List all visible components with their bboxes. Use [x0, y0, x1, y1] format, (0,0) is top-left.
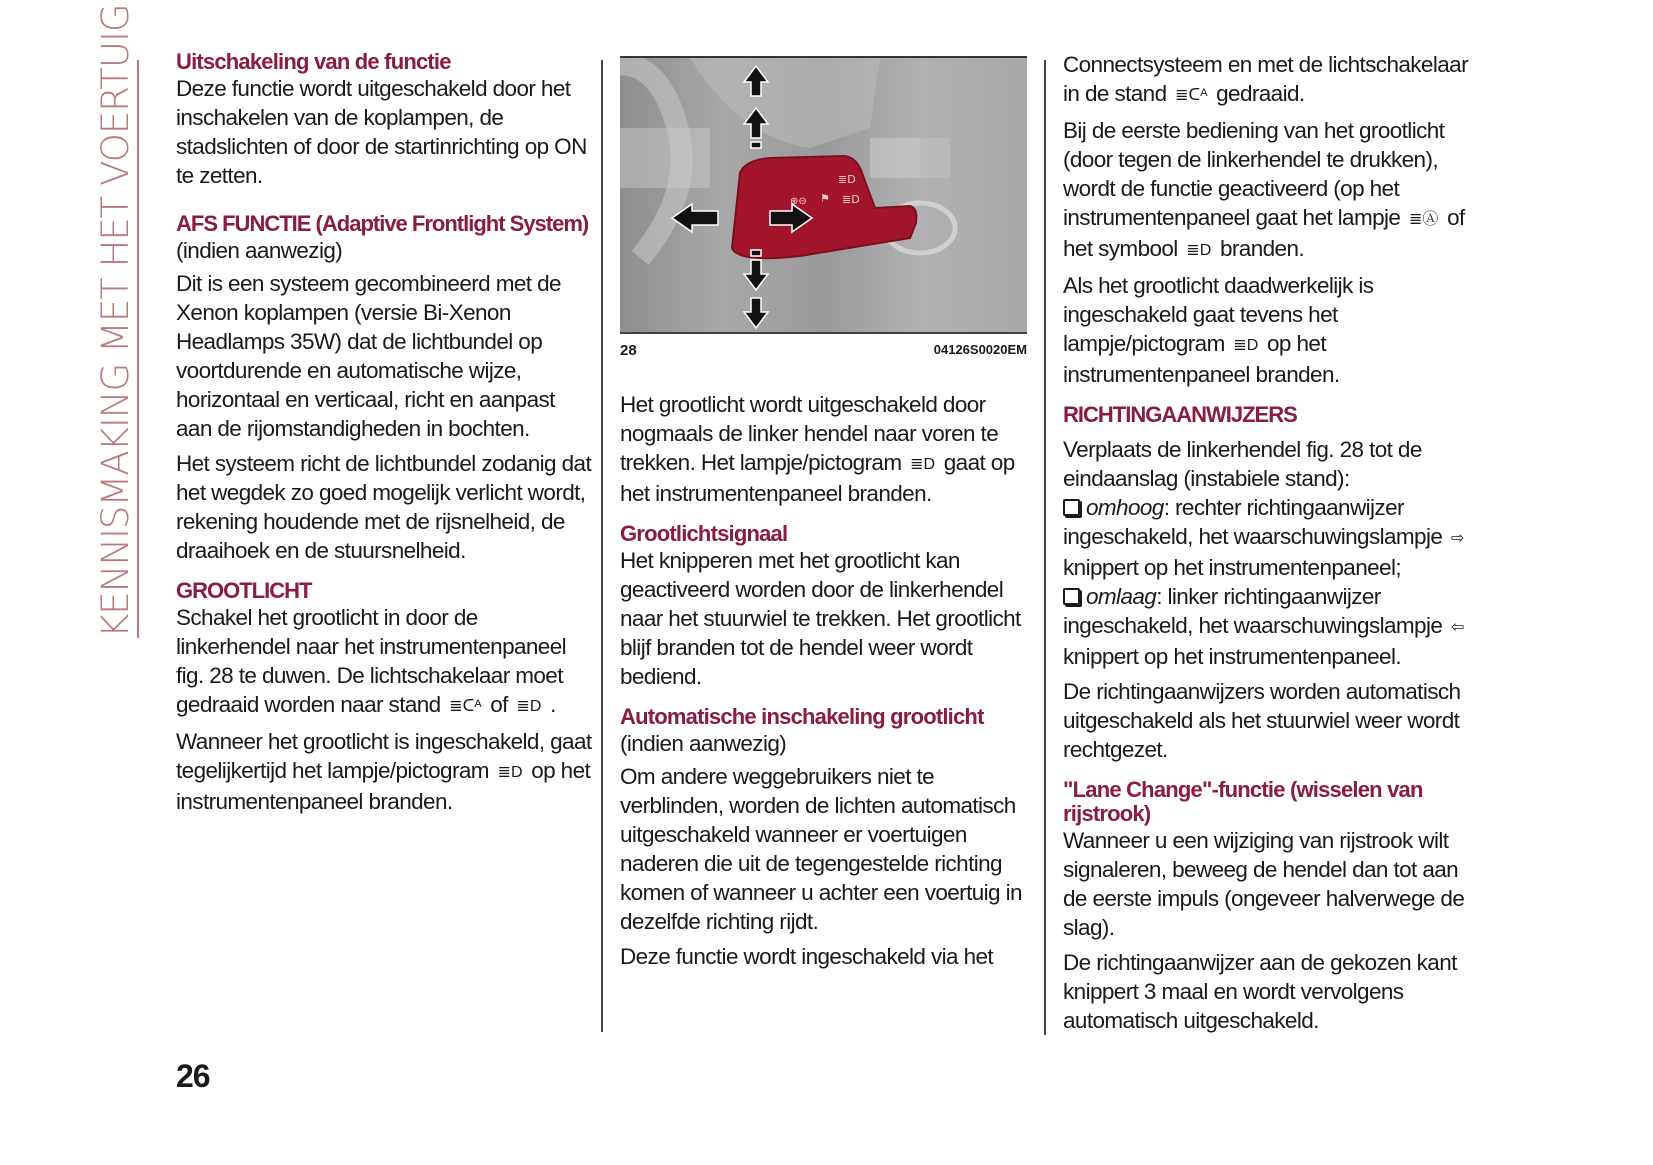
column-divider: [1044, 60, 1046, 1035]
auto-high-beam-symbol-icon: ≣D: [1186, 242, 1212, 259]
bullet-item-omlaag: omlaag: linker richtingaanwijzer ingeschakeld, het waarschuwingslampje ⇦ knippert op het instrumentenpaneel.: [1063, 582, 1483, 671]
column-1: [176, 50, 596, 822]
paragraph: Het systeem richt de lichtbundel zodanig dat het wegdek zo goed mogelijk verlicht wordt, rekening houdende met de rijsnelheid, de draaihoek en de stuursnelheid.: [176, 451, 592, 563]
heading-lane-change: "Lane Change"-functie (wisselen van rijstrook): [1063, 777, 1423, 826]
bullet-square-icon: [1063, 499, 1080, 516]
paragraph: De richtingaanwijzers worden automatisch uitgeschakeld als het stuurwiel weer wordt rechtgezet.: [1063, 679, 1461, 762]
paragraph: Wanneer u een wijziging van rijstrook wilt signaleren, beweeg de hendel dan tot aan de eerste impuls (ongeveer halverwege de slag).: [1063, 828, 1465, 940]
paragraph: Connectsysteem en met de lichtschakelaar in de stand ≣ᑕᴬ gedraaid.: [1063, 50, 1483, 110]
figure-number: 28: [620, 342, 637, 359]
paragraph: Verplaats de linkerhendel fig. 28 tot de eindaanslag (instabiele stand):: [1063, 437, 1422, 491]
auto-light-icon: ≣ᑕᴬ: [449, 698, 482, 715]
high-beam-icon: ≣D: [497, 764, 523, 781]
heading-afs: AFS FUNCTIE (Adaptive Frontlight System): [176, 211, 589, 236]
lever-illustration: [620, 58, 1027, 332]
bullet-item-omhoog: omhoog: rechter richtingaanwijzer ingeschakeld, het waarschuwingslampje ⇨ knippert op het instrumentenpaneel;: [1063, 493, 1483, 582]
paragraph: Bij de eerste bediening van het grootlicht (door tegen de linkerhendel te drukken), wordt de functie geactiveerd (op het instrumentenpaneel gaat het lampje ≣Ⓐ of het symbool ≣D branden.: [1063, 116, 1483, 265]
bullet-square-icon: [1063, 588, 1080, 605]
figure-28-lever-image: [620, 56, 1027, 334]
paragraph: Deze functie wordt uitgeschakeld door het inschakelen van de koplampen, de stadslichten of door de startinrichting op ON te zetten.: [176, 76, 587, 188]
chapter-title: KENNISMAKING MET HET VOERTUIG: [94, 4, 137, 638]
svg-text:≣D: ≣D: [842, 193, 860, 206]
figure-code: 04126S0020EM: [933, 342, 1027, 357]
paragraph: Dit is een systeem gecombineerd met de Xenon koplampen (versie Bi-Xenon Headlamps 35W) dat de lichtbundel op voortdurende en automatische wijze, horizontaal en verticaal, richt en aanpast aan de rijomstandigheden in bochten.: [176, 271, 561, 441]
high-beam-icon: ≣D: [1233, 337, 1259, 354]
chapter-rule: [137, 60, 139, 638]
figure-caption: [620, 342, 1027, 362]
note: (indien aanwezig): [176, 238, 343, 263]
paragraph: Om andere weggebruikers niet te verblinden, worden de lichten automatisch uitgeschakeld wanneer er voertuigen naderen die uit de tegengestelde richting komen of wanneer u achter een voertuig in dezelfde richting rijdt.: [620, 764, 1022, 934]
heading-grootlichtsignaal: Grootlichtsignaal: [620, 521, 788, 546]
high-beam-icon: ≣D: [516, 698, 542, 715]
turn-right-arrow-icon: ⇨: [1450, 530, 1465, 547]
auto-high-beam-icon: ≣Ⓐ: [1409, 211, 1439, 228]
paragraph: Schakel het grootlicht in door de linkerhendel naar het instrumentenpaneel fig. 28 te duwen. De lichtschakelaar moet gedraaid worden naar stand ≣ᑕᴬ of ≣D .: [176, 603, 596, 721]
column-2: [620, 390, 1030, 977]
paragraph: Het grootlicht wordt uitgeschakeld door nogmaals de linker hendel naar voren te trekken. Het lampje/pictogram ≣D gaat op het instrumentenpaneel branden.: [620, 392, 1015, 506]
svg-text:⚑: ⚑: [820, 192, 830, 205]
heading-uitschakeling: Uitschakeling van de functie: [176, 49, 451, 74]
chapter-side-label: [94, 4, 138, 638]
heading-richtingaanwijzers: RICHTINGAANWIJZERS: [1063, 402, 1297, 427]
column-3: [1063, 50, 1483, 1041]
paragraph: De richtingaanwijzer aan de gekozen kant knippert 3 maal en wordt vervolgens automatisch uitgeschakeld.: [1063, 950, 1457, 1033]
heading-grootlicht: GROOTLICHT: [176, 578, 312, 603]
paragraph: Als het grootlicht daadwerkelijk is ingeschakeld gaat tevens het lampje/pictogram ≣D op het instrumentenpaneel branden.: [1063, 273, 1374, 387]
high-beam-icon: ≣D: [910, 456, 936, 473]
turn-left-arrow-icon: ⇦: [1450, 619, 1465, 636]
note: (indien aanwezig): [620, 731, 787, 756]
page-number: 26: [176, 1058, 210, 1094]
arrow-down-icon: [744, 250, 768, 328]
paragraph: Deze functie wordt ingeschakeld via het: [620, 944, 994, 969]
heading-automatische-inschakeling: Automatische inschakeling grootlicht: [620, 704, 984, 729]
svg-text:≣D: ≣D: [838, 173, 856, 186]
paragraph: Wanneer het grootlicht is ingeschakeld, gaat tegelijkertijd het lampje/pictogram ≣D op het instrumentenpaneel branden.: [176, 729, 592, 814]
paragraph: Het knipperen met het grootlicht kan geactiveerd worden door de linkerhendel naar het stuurwiel te trekken. Het grootlicht blijf branden tot de hendel weer wordt bediend.: [620, 548, 1021, 689]
svg-text:⊕⊖: ⊕⊖: [790, 196, 807, 207]
column-divider: [601, 60, 603, 1032]
auto-light-icon: ≣ᑕᴬ: [1175, 87, 1208, 104]
